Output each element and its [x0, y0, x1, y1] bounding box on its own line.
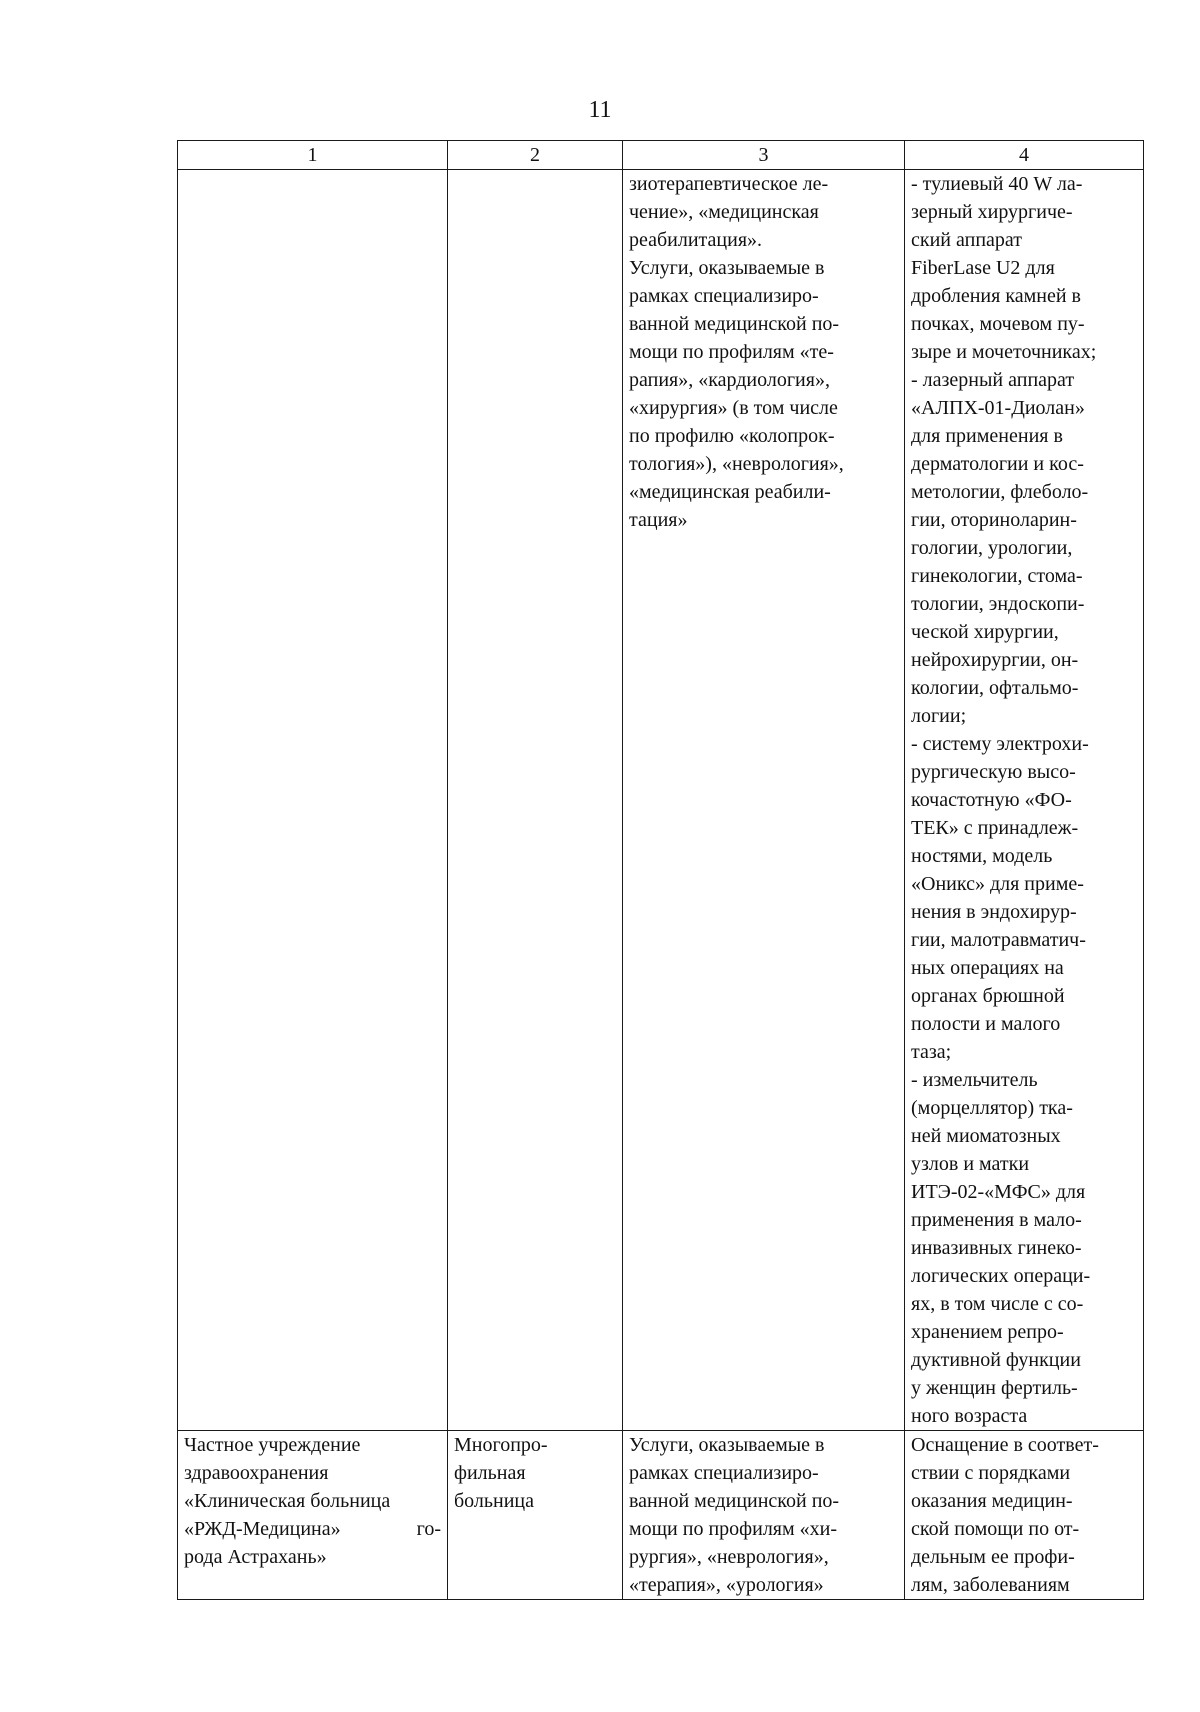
cell-text-line: дельным ее профи- — [911, 1546, 1075, 1568]
row2-col2-cell — [448, 1431, 623, 1600]
cell-text-line: ных операциях на — [911, 957, 1064, 979]
row2-col1-cell — [178, 1431, 448, 1600]
cell-text-line: «АЛПХ-01-Диолан» — [911, 397, 1085, 419]
table-row — [178, 1431, 1144, 1600]
cell-text-line: рапия», «кардиология», — [629, 369, 830, 391]
cell-text-line: по профилю «колопрок- — [629, 425, 835, 447]
cell-text-line: рамках специализиро- — [629, 1462, 819, 1484]
cell-text-line: ский аппарат — [911, 229, 1022, 251]
column-header-3: 3 — [623, 141, 905, 170]
cell-text-line: реабилитация». — [629, 229, 763, 251]
cell-text-line: рургия», «неврология», — [629, 1546, 829, 1568]
cell-text-line: больница — [454, 1490, 534, 1512]
row1-col2-cell — [448, 170, 623, 1431]
cell-text-line: рамках специализиро- — [629, 285, 819, 307]
cell-text-line: хранением репро- — [911, 1321, 1064, 1343]
cell-text-line: кологии, офтальмо- — [911, 677, 1079, 699]
cell-text-line: Услуги, оказываемые в — [629, 257, 825, 279]
cell-text-line: кочастотную «ФО- — [911, 789, 1072, 811]
cell-text-line: ТЕК» с принадлеж- — [911, 817, 1079, 839]
cell-text-line: чение», «медицинская — [629, 201, 819, 223]
cell-text-line: гологии, урологии, — [911, 537, 1073, 559]
cell-text-line: зыре и мочеточниках; — [911, 341, 1097, 363]
cell-text-line: применения в мало- — [911, 1209, 1082, 1231]
cell-text-line: гинекологии, стома- — [911, 565, 1083, 587]
cell-text-line: ствии с порядками — [911, 1462, 1071, 1484]
cell-text-line: «терапия», «урология» — [629, 1574, 824, 1596]
cell-text-line: для применения в — [911, 425, 1063, 447]
cell-text-line: (морцеллятор) тка- — [911, 1097, 1073, 1119]
cell-text-line: «Клиническая больница — [184, 1490, 391, 1512]
cell-text-line: Оснащение в соответ- — [911, 1434, 1099, 1456]
cell-text-line: дерматологии и кос- — [911, 453, 1084, 475]
cell-text-line: ного возраста — [911, 1405, 1028, 1427]
cell-text-line: оказания медицин- — [911, 1490, 1073, 1512]
cell-text-line: здравоохранения — [184, 1462, 329, 1484]
cell-text-line: узлов и матки — [911, 1153, 1030, 1175]
cell-text-line: фильная — [454, 1462, 526, 1484]
cell-text-line: таза; — [911, 1041, 952, 1063]
cell-text-line: рургическую высо- — [911, 761, 1076, 783]
row1-col4-cell — [905, 170, 1144, 1431]
cell-text-line: ностями, модель — [911, 845, 1053, 867]
cell-text-line: «хирургия» (в том числе — [629, 397, 838, 419]
cell-text-line: мощи по профилям «те- — [629, 341, 834, 363]
table-row — [178, 170, 1144, 1431]
cell-text-line: нейрохирургии, он- — [911, 649, 1079, 671]
cell-text-line: - измельчитель — [911, 1069, 1038, 1091]
cell-text-line: метологии, флеболо- — [911, 481, 1089, 503]
cell-text-line: лям, заболеваниям — [911, 1574, 1070, 1596]
cell-text-line: логии; — [911, 705, 967, 727]
page-number: 11 — [588, 97, 612, 123]
cell-text-line: полости и малого — [911, 1013, 1061, 1035]
cell-text-line: почках, мочевом пу- — [911, 313, 1085, 335]
cell-text-line: гии, оториноларин- — [911, 509, 1077, 531]
row1-col1-cell — [178, 170, 448, 1431]
cell-text-line: - тулиевый 40 W ла- — [911, 173, 1083, 195]
cell-text-line: - систему электрохи- — [911, 733, 1089, 755]
column-header-1: 1 — [178, 141, 448, 170]
services-table — [177, 140, 1144, 1600]
cell-text-line: тологии, эндоскопи- — [911, 593, 1085, 615]
cell-text-line: Частное учреждение — [184, 1434, 361, 1456]
cell-text-line: инвазивных гинеко- — [911, 1237, 1082, 1259]
cell-text-line: «Оникс» для приме- — [911, 873, 1084, 895]
cell-text-line: мощи по профилям «хи- — [629, 1518, 838, 1540]
cell-text-line — [184, 1515, 441, 1543]
cell-text-line: зерный хирургиче- — [911, 201, 1073, 223]
cell-text-line: зиотерапевтическое ле- — [629, 173, 829, 195]
cell-text-line: - лазерный аппарат — [911, 369, 1075, 391]
cell-text-line: ней миоматозных — [911, 1125, 1061, 1147]
cell-text-line: тация» — [629, 509, 688, 531]
cell-text-line: органах брюшной — [911, 985, 1065, 1007]
cell-text-line: FiberLase U2 для — [911, 257, 1055, 279]
row1-col3-cell — [623, 170, 905, 1431]
cell-text-line: логических операци- — [911, 1265, 1091, 1287]
cell-text-word: го- — [416, 1518, 441, 1540]
cell-text-line: ИТЭ-02-«МФС» для — [911, 1181, 1086, 1203]
column-header-4: 4 — [905, 141, 1144, 170]
row2-col4-cell — [905, 1431, 1144, 1600]
cell-text-line: ванной медицинской по- — [629, 313, 840, 335]
row2-col3-cell — [623, 1431, 905, 1600]
cell-text-line: «медицинская реабили- — [629, 481, 831, 503]
cell-text-line: ческой хирургии, — [911, 621, 1059, 643]
cell-text-line: рода Астрахань» — [184, 1546, 327, 1568]
cell-text-line: дробления камней в — [911, 285, 1081, 307]
column-header-2: 2 — [448, 141, 623, 170]
cell-text-line: Услуги, оказываемые в — [629, 1434, 825, 1456]
cell-text-line: дуктивной функции — [911, 1349, 1081, 1371]
cell-text-line: тология»), «неврология», — [629, 453, 844, 475]
cell-text-line: гии, малотравматич- — [911, 929, 1086, 951]
cell-text-line: у женщин фертиль- — [911, 1377, 1078, 1399]
cell-text-line: ях, в том числе с со- — [911, 1293, 1084, 1315]
table-header-row — [178, 141, 1144, 170]
cell-text-line: ской помощи по от- — [911, 1518, 1080, 1540]
cell-text-line: ванной медицинской по- — [629, 1490, 840, 1512]
cell-text-word: «РЖД-Медицина» — [184, 1518, 341, 1540]
cell-text-line: Многопро- — [454, 1434, 548, 1456]
cell-text-line: нения в эндохирур- — [911, 901, 1077, 923]
